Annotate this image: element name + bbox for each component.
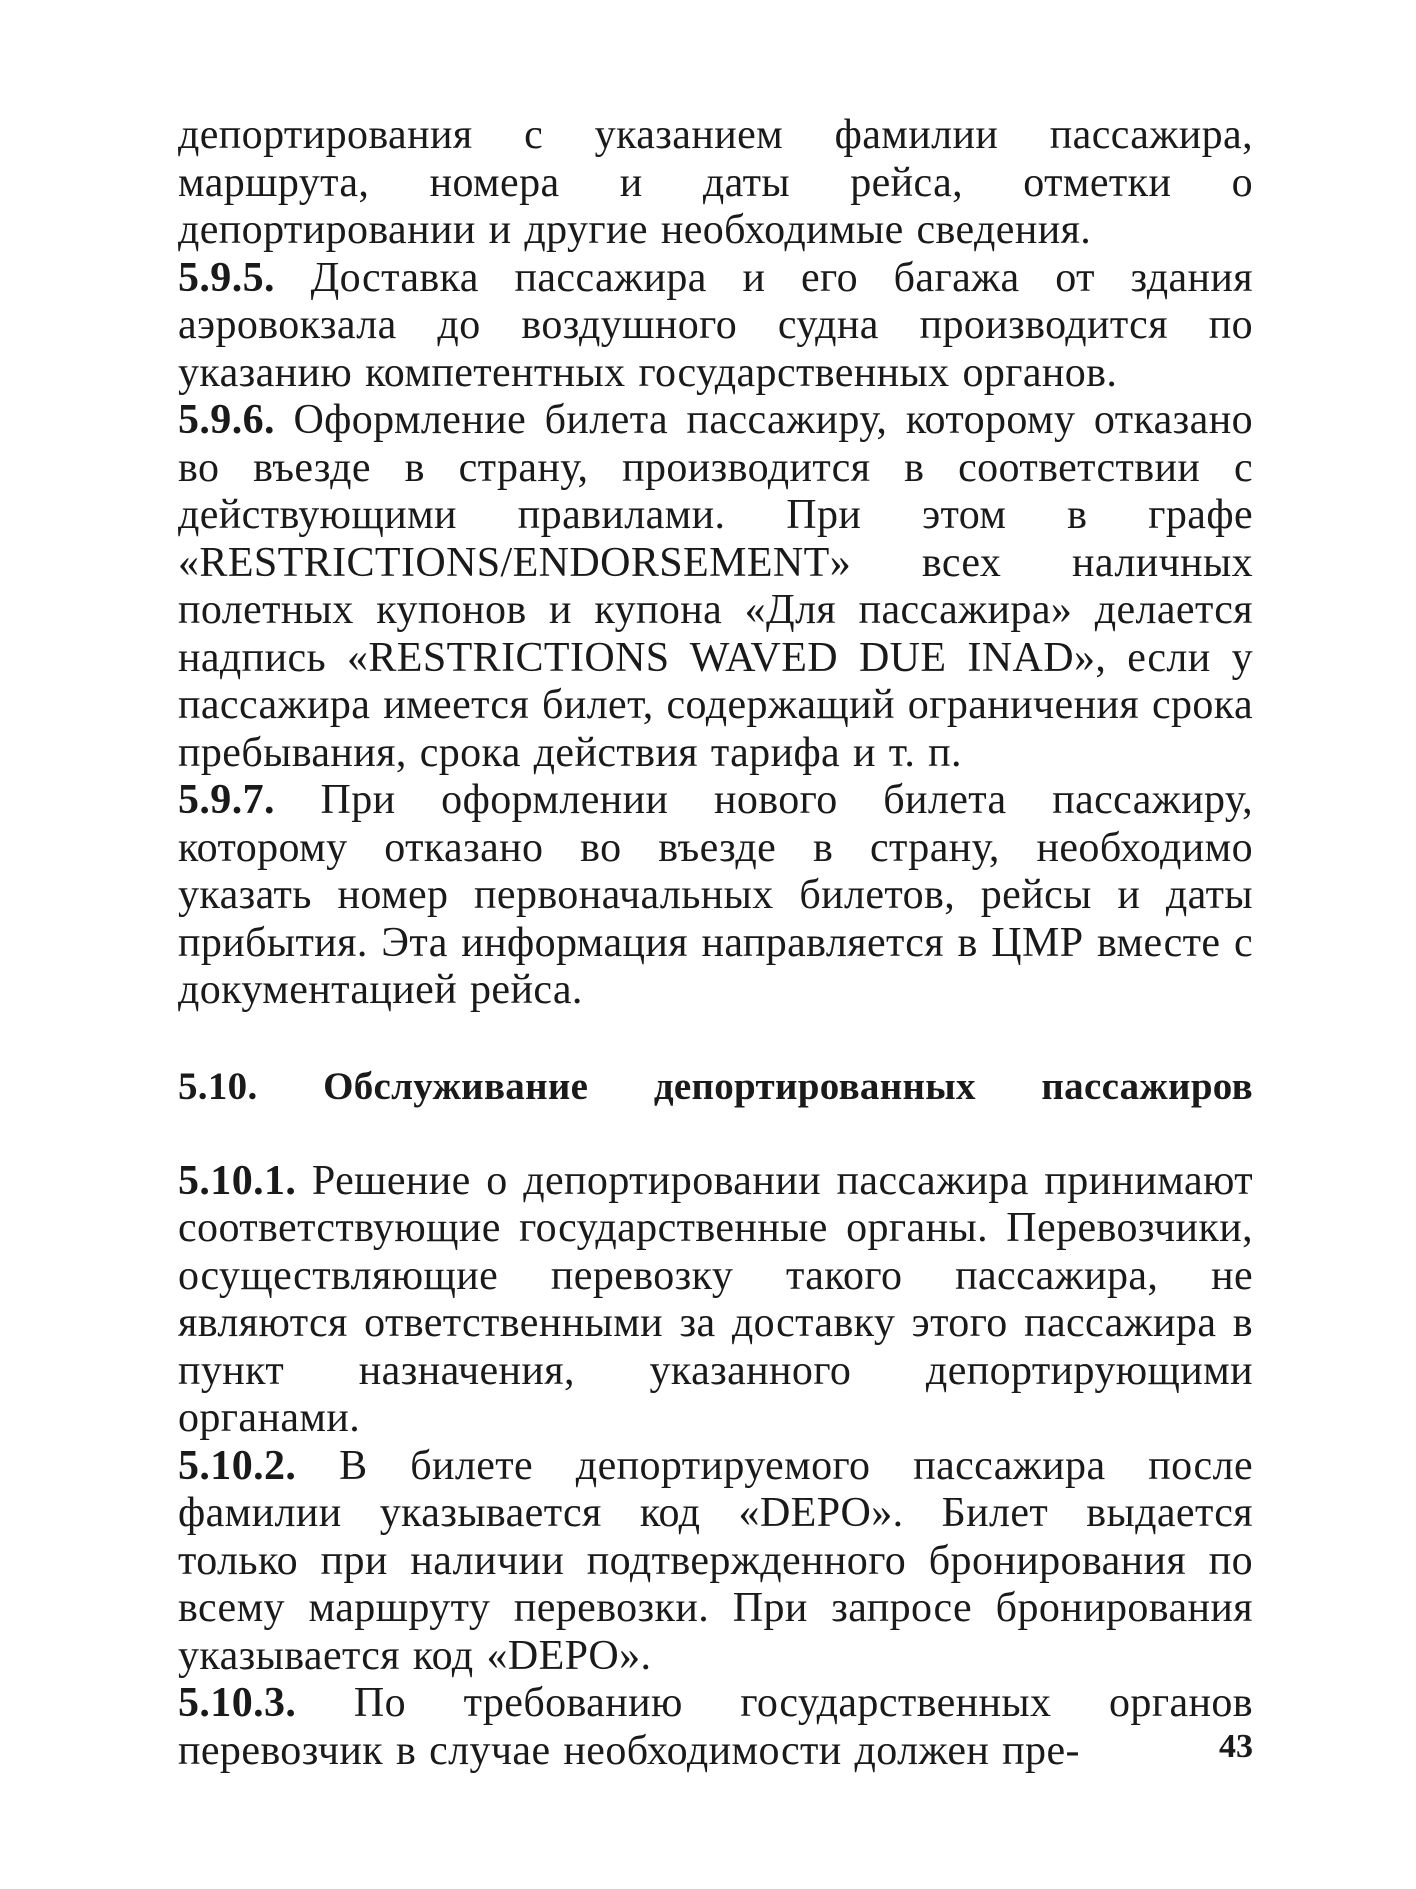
paragraph-text: Решение о депортировании пассажира принимают соответствующие государственные органы. Перевозчики, осуществляющие перевозку такого пассажира, не являются ответственными за доставку этого пассажира в пункт назначения, указанного депортирующими органами. <box>178 1157 1253 1441</box>
paragraph-5-9-6 <box>178 397 1253 777</box>
paragraph-number: 5.9.7. <box>178 777 275 823</box>
section-heading: 5.10. Обслуживание депортированных пассажиров <box>178 1064 1253 1108</box>
paragraph-5-10-1 <box>178 1158 1253 1443</box>
paragraph-continuation <box>178 112 1253 255</box>
paragraph-number: 5.10.1. <box>178 1157 297 1204</box>
paragraph-number: 5.10.2. <box>178 1442 297 1489</box>
page-number: 43 <box>1219 1728 1253 1765</box>
paragraph-number: 5.9.6. <box>178 397 275 443</box>
paragraph-5-9-5 <box>178 255 1253 398</box>
paragraph-5-10-2 <box>178 1443 1253 1681</box>
paragraph-text: Оформление билета пассажиру, которому отказано во въезде в страну, производится в соответствии с действующими правилами. При этом в графе «RESTRICTIONS/ENDORSEMENT» всех наличных полетных купонов и купона «Для пассажира» делается надпись «RESTRICTIONS WAVED DUE INAD», если у пассажира имеется билет, содержащий ограничения срока пребывания, срока действия тарифа и т. п. <box>178 397 1254 776</box>
paragraph-5-10-3 <box>178 1680 1253 1775</box>
paragraph-5-9-7 <box>178 777 1253 1015</box>
paragraph-text: Доставка пассажира и его багажа от здания аэровокзала до воздушного судна производится по указанию компетентных государственных органов. <box>178 254 1253 396</box>
paragraph-text: При оформлении нового билета пассажиру, которому отказано во въезде в страну, необходимо указать номер первоначальных билетов, рейсы и даты прибытия. Эта информация направляется в ЦМР вместе с документацией рейса. <box>178 777 1254 1013</box>
paragraph-text: депортирования с указанием фамилии пассажира, маршрута, номера и даты рейса, отметки о депортировании и другие необходимые сведения. <box>178 112 1253 253</box>
document-page <box>178 112 1253 1802</box>
paragraph-text: По требованию государственных органов перевозчик в случае необходимости должен пре- <box>178 1680 1253 1774</box>
paragraph-number: 5.10.3. <box>178 1680 297 1726</box>
paragraph-text: В билете депортируемого пассажира после фамилии указывается код «DEPO». Билет выдается только при наличии подтвержденного бронирования по всему маршруту перевозки. При запросе бронирования указывается код «DEPO». <box>178 1442 1253 1679</box>
paragraph-number: 5.9.5. <box>178 254 275 301</box>
